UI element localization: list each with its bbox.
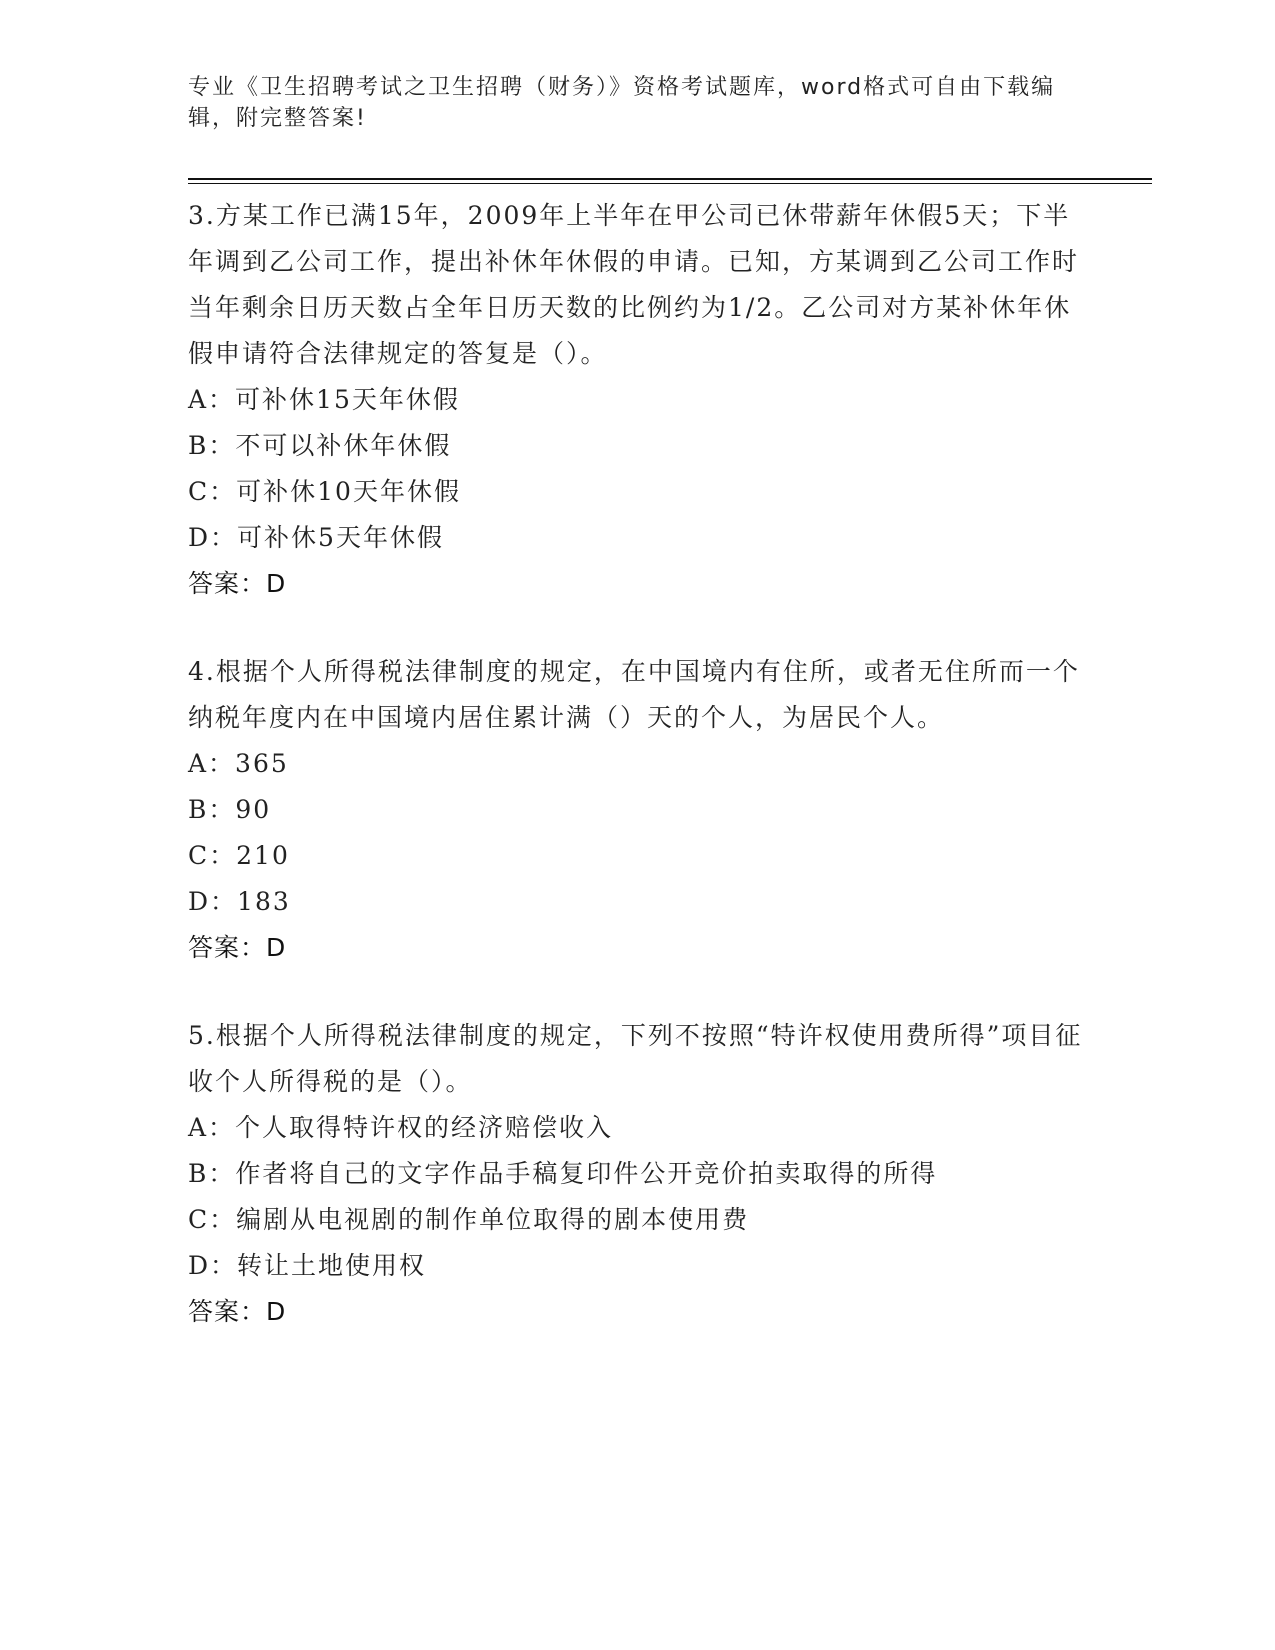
question-stem: 4.根据个人所得税法律制度的规定，在中国境内有住所，或者无住所而一个纳税年度内在中国境内居住累计满（）天的个人，为居民个人。	[188, 657, 1080, 732]
option-a: A：个人取得特许权的经济赔偿收入	[188, 1113, 614, 1142]
document-header: 专业《卫生招聘考试之卫生招聘（财务）》资格考试题库，word格式可自由下载编辑，附完整答案!	[188, 75, 1056, 131]
question-stem: 5.根据个人所得税法律制度的规定，下列不按照“特许权使用费所得”项目征收个人所得税的是（）。	[188, 1021, 1083, 1096]
header-divider-thick	[188, 178, 1152, 180]
question-list	[188, 193, 1088, 1377]
option-c: C：可补休10天年休假	[188, 477, 461, 506]
answer-line: 答案：D	[188, 569, 287, 598]
option-b: B：不可以补休年休假	[188, 431, 452, 460]
answer-line: 答案：D	[188, 1297, 287, 1326]
option-c: C：编剧从电视剧的制作单位取得的剧本使用费	[188, 1205, 750, 1234]
option-c: C：210	[188, 841, 290, 870]
option-b: B：作者将自己的文字作品手稿复印件公开竞价拍卖取得的所得	[188, 1159, 938, 1188]
option-b: B：90	[188, 795, 272, 824]
question-4	[188, 649, 1088, 971]
answer-line: 答案：D	[188, 933, 287, 962]
question-5	[188, 1013, 1088, 1335]
header-divider-thin	[188, 183, 1152, 184]
option-d: D：183	[188, 887, 291, 916]
option-d: D：转让土地使用权	[188, 1251, 427, 1280]
question-stem: 3.方某工作已满15年，2009年上半年在甲公司已休带薪年休假5天；下半年调到乙公司工作，提出补休年休假的申请。已知，方某调到乙公司工作时当年剩余日历天数占全年日历天数的比例约为1/2。乙公司对方某补休年休假申请符合法律规定的答复是（）。	[188, 201, 1080, 368]
question-3	[188, 193, 1088, 607]
option-a: A：365	[188, 749, 289, 778]
option-a: A：可补休15天年休假	[188, 385, 460, 414]
option-d: D：可补休5天年休假	[188, 523, 444, 552]
